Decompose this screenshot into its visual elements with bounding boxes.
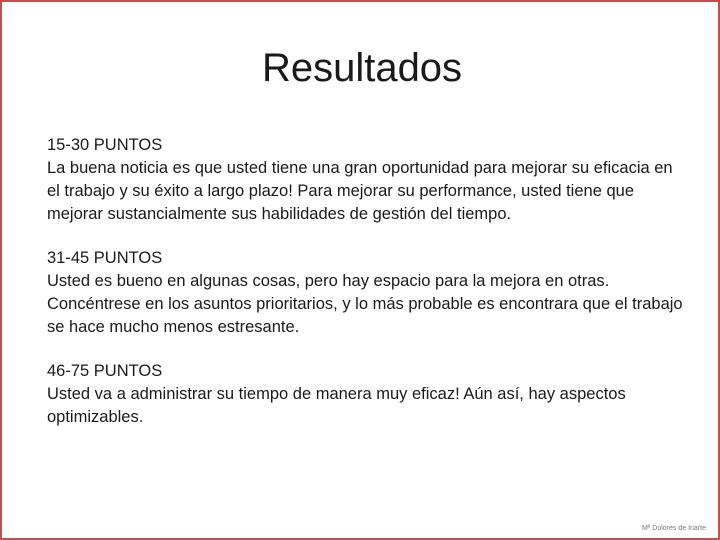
results-content xyxy=(47,134,687,450)
section-text: Usted es bueno en algunas cosas, pero hay espacio para la mejora en otras. Concéntrese en los asuntos prioritarios, y lo más probable es encontrara que el trabajo se hace mucho menos estresante. xyxy=(47,272,683,336)
slide-title: Resultados xyxy=(261,46,463,90)
section-text: La buena noticia es que usted tiene una gran oportunidad para mejorar su eficacia en el trabajo y su éxito a largo plazo! Para mejorar su performance, usted tiene que mejorar sustancialmente sus habilidades de gestión del tiempo. xyxy=(47,159,673,223)
section-text: Usted va a administrar su tiempo de manera muy eficaz! Aún así, hay aspectos optimizables. xyxy=(47,385,626,426)
footer-author: Mª Dolores de Iriarte xyxy=(641,525,706,532)
result-section-31-45 xyxy=(47,247,687,339)
result-section-15-30 xyxy=(47,134,687,226)
section-heading: 15-30 PUNTOS xyxy=(47,136,163,154)
result-section-46-75 xyxy=(47,360,687,429)
section-heading: 31-45 PUNTOS xyxy=(47,249,163,267)
section-heading: 46-75 PUNTOS xyxy=(47,362,163,380)
